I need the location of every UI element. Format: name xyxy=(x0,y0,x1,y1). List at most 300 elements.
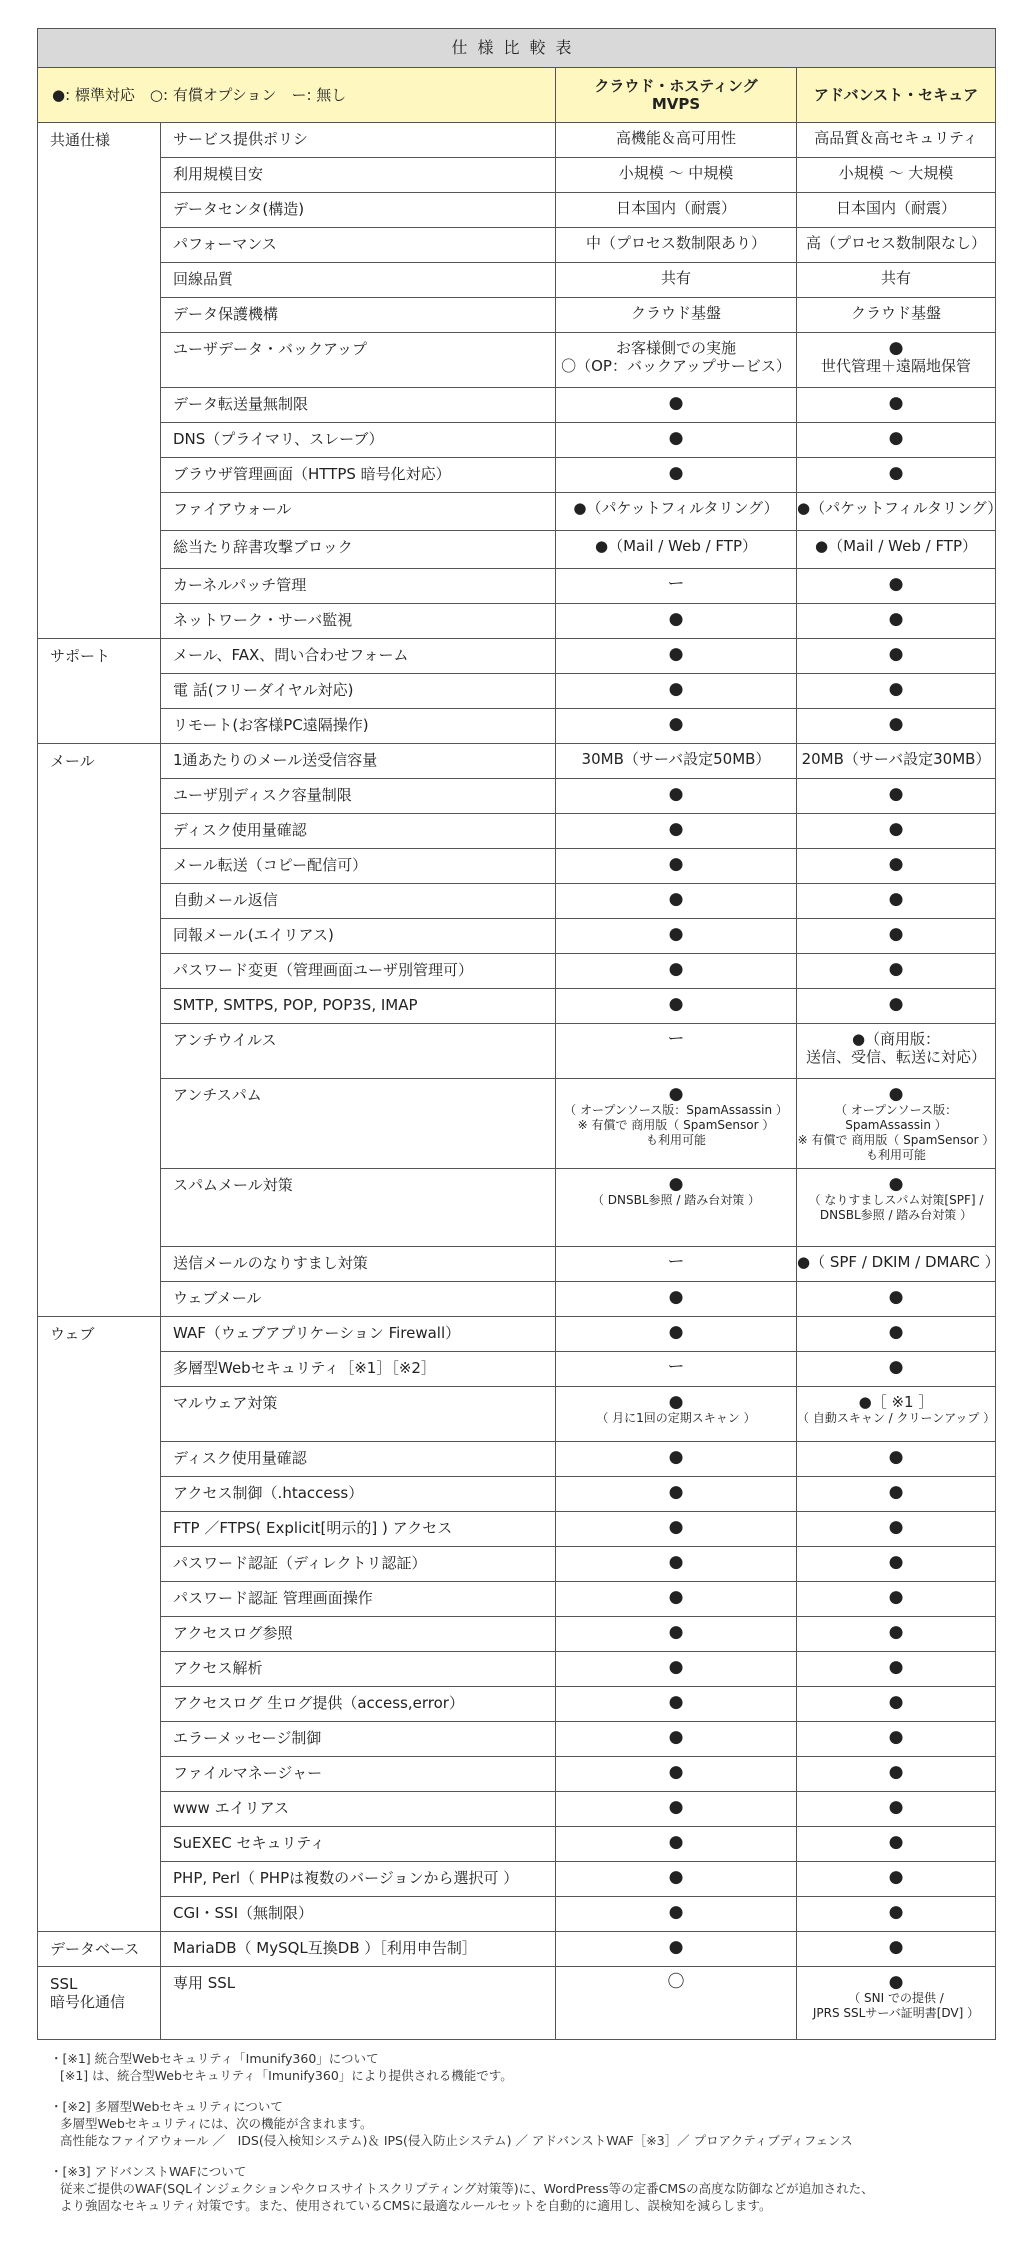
feature-name: データ保護機構 xyxy=(161,298,556,333)
footnote-text: 多層型Webセキュリティには、次の機能が含まれます。 xyxy=(60,2116,373,2131)
mvps-value xyxy=(556,1169,797,1247)
feature-name: パスワード変更（管理画面ユーザ別管理可） xyxy=(161,954,556,989)
advanced-secure-value xyxy=(797,1827,996,1862)
standard-mark: ● xyxy=(668,609,684,629)
advanced-secure-value xyxy=(797,1442,996,1477)
mvps-value xyxy=(556,1352,797,1387)
table-row xyxy=(38,1317,996,1352)
table-row xyxy=(38,458,996,493)
table-row xyxy=(38,531,996,569)
spec-comparison-table xyxy=(37,28,1003,2040)
footnote-text: 従来ご提供のWAF(SQLインジェクションやクロスサイトスクリプティング対策等)に、WordPress等の定番CMSの高度な防御などが追加された、 xyxy=(60,2181,874,2196)
advanced-secure-value xyxy=(797,333,996,388)
standard-mark: ● xyxy=(668,1657,684,1677)
standard-mark: ● xyxy=(888,463,904,483)
mvps-value xyxy=(556,849,797,884)
feature-name: 多層型Webセキュリティ［※1］［※2］ xyxy=(161,1352,556,1387)
table-row xyxy=(38,604,996,639)
table-row xyxy=(38,1862,996,1897)
value-text: DNSBL参照 / 踏み台対策 ） xyxy=(819,1208,973,1222)
table-row xyxy=(38,123,996,158)
mvps-value xyxy=(556,493,797,531)
standard-mark: ● xyxy=(888,924,904,944)
mvps-value xyxy=(556,1757,797,1792)
feature-name: 回線品質 xyxy=(161,263,556,298)
mvps-value xyxy=(556,709,797,744)
advanced-secure-value xyxy=(797,569,996,604)
mvps-value xyxy=(556,1442,797,1477)
feature-name: www エイリアス xyxy=(161,1792,556,1827)
table-title: 仕様比較表 xyxy=(38,29,996,68)
standard-mark: ● xyxy=(668,463,684,483)
feature-name: アクセス解析 xyxy=(161,1652,556,1687)
value-text: ※ 有償で 商用版（ SpamSensor ） xyxy=(797,1133,995,1147)
feature-name: PHP, Perl（ PHPは複数のバージョンから選択可 ） xyxy=(161,1862,556,1897)
table-row xyxy=(38,298,996,333)
mvps-value xyxy=(556,1827,797,1862)
section-label-text: 暗号化通信 xyxy=(50,1993,126,2011)
mvps-value xyxy=(556,423,797,458)
value-text: （ なりすましスパム対策[SPF] / xyxy=(808,1193,984,1207)
advanced-secure-value xyxy=(797,1582,996,1617)
table-row xyxy=(38,1897,996,1932)
table-row xyxy=(38,954,996,989)
footnote-text: [※1] は、統合型Webセキュリティ「Imunify360」により提供される機能です。 xyxy=(60,2068,513,2083)
feature-name: DNS（プライマリ、スレーブ） xyxy=(161,423,556,458)
feature-name: CGI・SSI（無制限） xyxy=(161,1897,556,1932)
footnote-title: ・[※1] 統合型Webセキュリティ「Imunify360」について xyxy=(50,2051,379,2066)
feature-name: ブラウザ管理画面（HTTPS 暗号化対応） xyxy=(161,458,556,493)
mvps-value xyxy=(556,569,797,604)
standard-mark: ● xyxy=(668,1552,684,1572)
standard-mark: ● xyxy=(888,1587,904,1607)
value-text: 中（プロセス数制限あり） xyxy=(585,234,766,252)
feature-name: ウェブメール xyxy=(161,1282,556,1317)
table-row xyxy=(38,1477,996,1512)
feature-name: SMTP, SMTPS, POP, POP3S, IMAP xyxy=(161,989,556,1024)
table-row xyxy=(38,493,996,531)
standard-mark: ● xyxy=(888,1084,904,1104)
value-text: （ SNI での提供 / xyxy=(848,1991,944,2005)
value-text: 小規模 〜 中規模 xyxy=(618,164,734,182)
feature-name: 利用規模目安 xyxy=(161,158,556,193)
advanced-secure-value xyxy=(797,1477,996,1512)
table-row xyxy=(38,779,996,814)
standard-mark: ● xyxy=(888,1762,904,1782)
feature-name: パスワード認証（ディレクトリ認証） xyxy=(161,1547,556,1582)
value-text: ●（ SPF / DKIM / DMARC ） xyxy=(797,1253,1000,1271)
section-label xyxy=(38,123,161,639)
value-text: 送信、受信、転送に対応） xyxy=(806,1048,987,1066)
section-label-text: SSL xyxy=(50,1975,78,1993)
mvps-value xyxy=(556,1247,797,1282)
standard-mark: ● xyxy=(668,1902,684,1922)
standard-mark: ● xyxy=(668,1587,684,1607)
table-row xyxy=(38,1757,996,1792)
standard-mark: ● xyxy=(888,1552,904,1572)
advanced-secure-value xyxy=(797,884,996,919)
standard-mark: ● xyxy=(668,714,684,734)
feature-name: スパムメール対策 xyxy=(161,1169,556,1247)
feature-name: ユーザ別ディスク容量制限 xyxy=(161,779,556,814)
feature-name: ファイルマネージャー xyxy=(161,1757,556,1792)
mvps-value xyxy=(556,531,797,569)
section-label-text: ウェブ xyxy=(50,1325,95,1343)
table-row xyxy=(38,388,996,423)
feature-name: アクセス制御（.htaccess） xyxy=(161,1477,556,1512)
standard-mark: ● xyxy=(888,1867,904,1887)
standard-mark: ● xyxy=(668,1392,684,1412)
feature-name: メール、FAX、問い合わせフォーム xyxy=(161,639,556,674)
value-text: 共有 xyxy=(660,269,691,287)
value-text: ●（Mail / Web / FTP） xyxy=(815,537,978,555)
value-text: ●（パケットフィルタリング） xyxy=(573,499,779,517)
standard-mark: ● xyxy=(888,1482,904,1502)
standard-mark: ● xyxy=(668,1322,684,1342)
feature-name: アクセスログ 生ログ提供（access,error） xyxy=(161,1687,556,1722)
standard-mark: ● xyxy=(888,714,904,734)
table-row xyxy=(38,1512,996,1547)
value-text: 日本国内（耐震） xyxy=(615,199,736,217)
feature-name: データ転送量無制限 xyxy=(161,388,556,423)
table-row xyxy=(38,158,996,193)
plan-header-mvps xyxy=(556,68,797,123)
standard-mark: ● xyxy=(668,1482,684,1502)
advanced-secure-value xyxy=(797,1282,996,1317)
mvps-value xyxy=(556,674,797,709)
advanced-secure-value xyxy=(797,709,996,744)
table-row xyxy=(38,884,996,919)
standard-mark: ● xyxy=(888,1174,904,1194)
value-text: JPRS SSLサーバ証明書[DV] ） xyxy=(812,2006,980,2020)
table-row xyxy=(38,1282,996,1317)
mvps-value xyxy=(556,919,797,954)
standard-mark: ● xyxy=(668,1727,684,1747)
standard-mark: ● xyxy=(888,1972,904,1992)
mvps-value xyxy=(556,884,797,919)
table-row xyxy=(38,1352,996,1387)
standard-mark: ● xyxy=(888,784,904,804)
table-row xyxy=(38,1247,996,1282)
section-label-text: メール xyxy=(50,752,95,770)
footnote xyxy=(50,2163,990,2214)
standard-mark: ● xyxy=(888,1447,904,1467)
feature-name: 総当たり辞書攻撃ブロック xyxy=(161,531,556,569)
standard-mark: ● xyxy=(888,1287,904,1307)
footnote xyxy=(50,2098,990,2149)
section-label-text: 共通仕様 xyxy=(50,131,111,149)
advanced-secure-value xyxy=(797,604,996,639)
mvps-value xyxy=(556,1967,797,2040)
feature-name: リモート(お客様PC遠隔操作) xyxy=(161,709,556,744)
none-mark: ー xyxy=(667,574,685,594)
table-row xyxy=(38,709,996,744)
table-row xyxy=(38,1967,996,2040)
table-row xyxy=(38,1722,996,1757)
standard-mark: ● xyxy=(888,1357,904,1377)
mvps-value xyxy=(556,1387,797,1442)
feature-name: 送信メールのなりすまし対策 xyxy=(161,1247,556,1282)
section-label-text: サポート xyxy=(50,647,111,665)
mvps-value xyxy=(556,1652,797,1687)
standard-mark: ● xyxy=(888,994,904,1014)
mvps-value xyxy=(556,263,797,298)
standard-mark: ● xyxy=(888,338,904,358)
table-row xyxy=(38,744,996,779)
advanced-secure-value xyxy=(797,1079,996,1169)
mvps-value xyxy=(556,779,797,814)
mvps-value xyxy=(556,458,797,493)
advanced-secure-value xyxy=(797,989,996,1024)
footnote xyxy=(50,2050,990,2084)
advanced-secure-value xyxy=(797,1617,996,1652)
value-text: （ 自動スキャン / クリーンアップ ） xyxy=(797,1411,996,1425)
standard-mark: ● xyxy=(668,889,684,909)
table-row xyxy=(38,639,996,674)
feature-name: サービス提供ポリシ xyxy=(161,123,556,158)
mvps-value xyxy=(556,954,797,989)
standard-mark: ● xyxy=(888,1657,904,1677)
table-row xyxy=(38,1652,996,1687)
footnote-title: ・[※2] 多層型Webセキュリティについて xyxy=(50,2099,283,2114)
feature-name: パスワード認証 管理画面操作 xyxy=(161,1582,556,1617)
standard-mark: ● xyxy=(888,574,904,594)
feature-name: データセンタ(構造) xyxy=(161,193,556,228)
advanced-secure-value xyxy=(797,849,996,884)
value-text: 日本国内（耐震） xyxy=(836,199,957,217)
advanced-secure-value xyxy=(797,493,1003,531)
feature-name: マルウェア対策 xyxy=(161,1387,556,1442)
value-text: お客様側での実施 xyxy=(615,339,736,357)
mvps-value xyxy=(556,193,797,228)
table-row xyxy=(38,1792,996,1827)
standard-mark: ● xyxy=(668,784,684,804)
advanced-secure-value xyxy=(797,1547,996,1582)
table-row xyxy=(38,1547,996,1582)
advanced-secure-value xyxy=(797,123,996,158)
standard-mark: ● xyxy=(888,854,904,874)
advanced-secure-value xyxy=(797,1317,996,1352)
table-row xyxy=(38,1582,996,1617)
table-row xyxy=(38,919,996,954)
table-row xyxy=(38,569,996,604)
standard-mark: ● xyxy=(888,1902,904,1922)
table-row xyxy=(38,849,996,884)
mvps-value xyxy=(556,228,797,263)
table-row xyxy=(38,989,996,1024)
plan-header-line: MVPS xyxy=(651,95,701,113)
value-text: 20MB（サーバ設定30MB） xyxy=(801,750,991,768)
feature-name: 自動メール返信 xyxy=(161,884,556,919)
advanced-secure-value xyxy=(797,423,996,458)
feature-name: 電 話(フリーダイヤル対応) xyxy=(161,674,556,709)
footnote-text: 高性能なファイアウォール ／ IDS(侵入検知システム)＆ IPS(侵入防止システム) ／ アドバンストWAF［※3］／ プロアクティブディフェンス xyxy=(60,2133,853,2148)
feature-name: メール転送（コピー配信可） xyxy=(161,849,556,884)
footnote-text: より強固なセキュリティ対策です。また、使用されているCMSに最適なルールセットを自動的に適用し、誤検知を減らします。 xyxy=(60,2198,772,2213)
value-text: も利用可能 xyxy=(866,1148,927,1162)
standard-mark: ● xyxy=(888,609,904,629)
table-title-row xyxy=(38,29,996,68)
standard-mark: ● xyxy=(668,428,684,448)
advanced-secure-value xyxy=(797,1967,996,2040)
advanced-secure-value xyxy=(797,1169,996,1247)
plan-header-line: クラウド・ホスティング xyxy=(594,77,758,95)
advanced-secure-value xyxy=(797,1792,996,1827)
standard-mark: ● xyxy=(888,959,904,979)
feature-name: ファイアウォール xyxy=(161,493,556,531)
mvps-value xyxy=(556,1317,797,1352)
option-mark: 〇 xyxy=(667,1972,685,1992)
mvps-value xyxy=(556,604,797,639)
mvps-value xyxy=(556,1547,797,1582)
standard-mark: ● xyxy=(668,1174,684,1194)
advanced-secure-value xyxy=(797,1722,996,1757)
value-text: （ オープンソース版：SpamAssassin ） xyxy=(834,1103,958,1132)
advanced-secure-value xyxy=(797,744,996,779)
value-text: （ 月に1回の定期スキャン ） xyxy=(596,1411,756,1425)
advanced-secure-value xyxy=(797,1897,996,1932)
feature-name: エラーメッセージ制御 xyxy=(161,1722,556,1757)
value-text: クラウド基盤 xyxy=(851,304,942,322)
mvps-value xyxy=(556,639,797,674)
plan-header-line: アドバンスト・セキュア xyxy=(813,86,979,104)
standard-mark: ● xyxy=(668,1832,684,1852)
table-header-row xyxy=(38,68,996,123)
standard-mark: ● xyxy=(668,854,684,874)
advanced-secure-value xyxy=(797,263,996,298)
mvps-value xyxy=(556,1512,797,1547)
mvps-value xyxy=(556,333,797,388)
advanced-secure-value xyxy=(797,228,996,263)
table-row xyxy=(38,814,996,849)
feature-name: ユーザデータ・バックアップ xyxy=(161,333,556,388)
advanced-secure-value xyxy=(797,1932,996,1967)
mvps-value xyxy=(556,1024,797,1079)
mvps-value xyxy=(556,814,797,849)
standard-mark: ● xyxy=(668,1084,684,1104)
value-text: 〇（OP：バックアップサービス） xyxy=(561,357,791,375)
standard-mark: ● xyxy=(668,644,684,664)
feature-name: 同報メール(エイリアス) xyxy=(161,919,556,954)
advanced-secure-value xyxy=(797,193,996,228)
standard-mark: ● xyxy=(668,679,684,699)
value-text: ●（商用版： xyxy=(851,1030,941,1048)
advanced-secure-value xyxy=(797,158,996,193)
standard-mark: ● xyxy=(668,1937,684,1957)
none-mark: ー xyxy=(667,1029,685,1049)
advanced-secure-value xyxy=(797,1387,996,1442)
advanced-secure-value xyxy=(797,531,996,569)
table-row xyxy=(38,1024,996,1079)
value-text: クラウド基盤 xyxy=(630,304,721,322)
mvps-value xyxy=(556,1722,797,1757)
mvps-value xyxy=(556,388,797,423)
value-text: 高品質＆高セキュリティ xyxy=(814,129,978,147)
feature-name: カーネルパッチ管理 xyxy=(161,569,556,604)
mvps-value xyxy=(556,1932,797,1967)
table-row xyxy=(38,1442,996,1477)
feature-name: ディスク使用量確認 xyxy=(161,1442,556,1477)
standard-mark: ● xyxy=(888,644,904,664)
advanced-secure-value xyxy=(797,1862,996,1897)
advanced-secure-value xyxy=(797,954,996,989)
standard-mark: ● xyxy=(888,393,904,413)
table-row xyxy=(38,1387,996,1442)
table-row xyxy=(38,228,996,263)
table-row xyxy=(38,1827,996,1862)
standard-mark: ● xyxy=(668,1797,684,1817)
section-label xyxy=(38,744,161,1317)
feature-name: SuEXEC セキュリティ xyxy=(161,1827,556,1862)
advanced-secure-value xyxy=(797,1512,996,1547)
legend: ●: 標準対応 ○: 有償オプション ー: 無し xyxy=(38,68,556,123)
table-row xyxy=(38,1079,996,1169)
footnote-title: ・[※3] アドバンストWAFについて xyxy=(50,2164,247,2179)
standard-mark: ● xyxy=(668,1867,684,1887)
value-text: ●（パケットフィルタリング） xyxy=(797,499,1003,517)
value-text: ●（Mail / Web / FTP） xyxy=(594,537,757,555)
value-text: 世代管理＋遠隔地保管 xyxy=(821,357,972,375)
mvps-value xyxy=(556,123,797,158)
standard-mark: ● xyxy=(888,1322,904,1342)
standard-mark: ● xyxy=(668,1517,684,1537)
advanced-secure-value xyxy=(797,458,996,493)
advanced-secure-value xyxy=(797,1352,996,1387)
mvps-value xyxy=(556,1617,797,1652)
feature-name: アンチウイルス xyxy=(161,1024,556,1079)
feature-name: アンチスパム xyxy=(161,1079,556,1169)
section-label-text: データベース xyxy=(50,1940,140,1958)
table-row xyxy=(38,1687,996,1722)
standard-mark: ● xyxy=(888,1832,904,1852)
mvps-value xyxy=(556,1079,797,1169)
section-label xyxy=(38,639,161,744)
table-row xyxy=(38,423,996,458)
mvps-value xyxy=(556,1792,797,1827)
table-row xyxy=(38,1617,996,1652)
value-text: 小規模 〜 大規模 xyxy=(838,164,954,182)
standard-mark: ● xyxy=(888,1692,904,1712)
standard-mark: ● xyxy=(888,1937,904,1957)
table-row xyxy=(38,263,996,298)
feature-name: 専用 SSL xyxy=(161,1967,556,2040)
standard-mark: ● xyxy=(888,819,904,839)
feature-name: アクセスログ参照 xyxy=(161,1617,556,1652)
advanced-secure-value xyxy=(797,919,996,954)
feature-name: パフォーマンス xyxy=(161,228,556,263)
section-label xyxy=(38,1317,161,1932)
mvps-value xyxy=(556,298,797,333)
value-text: 高機能＆高可用性 xyxy=(615,129,736,147)
footnotes xyxy=(50,2050,990,2228)
feature-name: ディスク使用量確認 xyxy=(161,814,556,849)
value-text: 共有 xyxy=(881,269,912,287)
standard-mark: ● xyxy=(668,393,684,413)
mvps-value xyxy=(556,158,797,193)
value-text: 30MB（サーバ設定50MB） xyxy=(581,750,771,768)
section-label xyxy=(38,1932,161,1967)
standard-mark: ● xyxy=(668,959,684,979)
table-row xyxy=(38,674,996,709)
standard-mark: ● xyxy=(668,1692,684,1712)
mvps-value xyxy=(556,1477,797,1512)
value-text: （ DNSBL参照 / 踏み台対策 ） xyxy=(591,1193,761,1207)
mvps-value xyxy=(556,1687,797,1722)
none-mark: ー xyxy=(667,1357,685,1377)
standard-mark: ● xyxy=(888,1517,904,1537)
advanced-secure-value xyxy=(797,1687,996,1722)
table-row xyxy=(38,193,996,228)
